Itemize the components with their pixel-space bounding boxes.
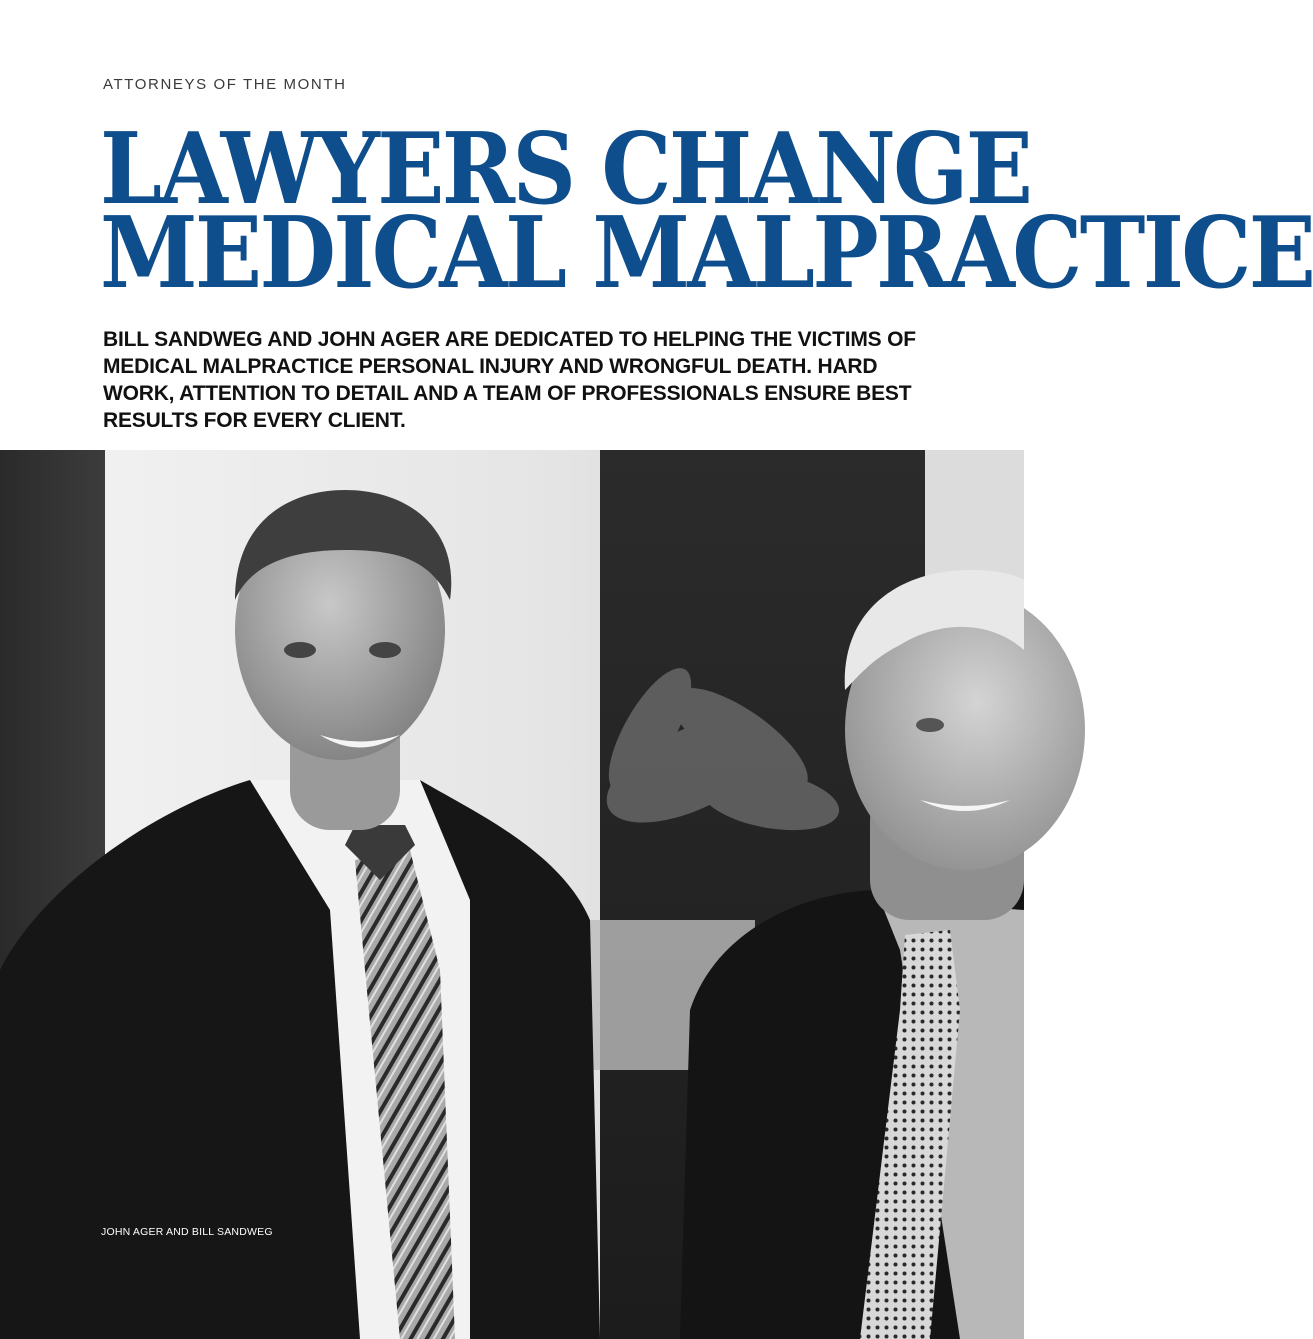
article-headline (100, 112, 1313, 311)
photo-illustration (0, 450, 1024, 1339)
section-label: ATTORNEYS OF THE MONTH (103, 76, 347, 93)
headline-line-1: LAWYERS CHANGE (100, 112, 1031, 227)
headline-line-2: MEDICAL MALPRACTICE (100, 196, 1313, 311)
attorneys-photo (0, 450, 1024, 1339)
article-dek: BILL SANDWEG AND JOHN AGER ARE DEDICATED TO HELPING THE VICTIMS OF MEDICAL MALPRACTICE PERSONAL INJURY AND WRONGFUL DEATH. HARD WORK, ATTENTION TO DETAIL AND A TEAM OF PROFESSIONALS ENSURE BEST RESULTS FOR EVERY CLIENT. (103, 328, 916, 432)
photo-caption: JOHN AGER AND BILL SANDWEG (101, 1226, 273, 1238)
